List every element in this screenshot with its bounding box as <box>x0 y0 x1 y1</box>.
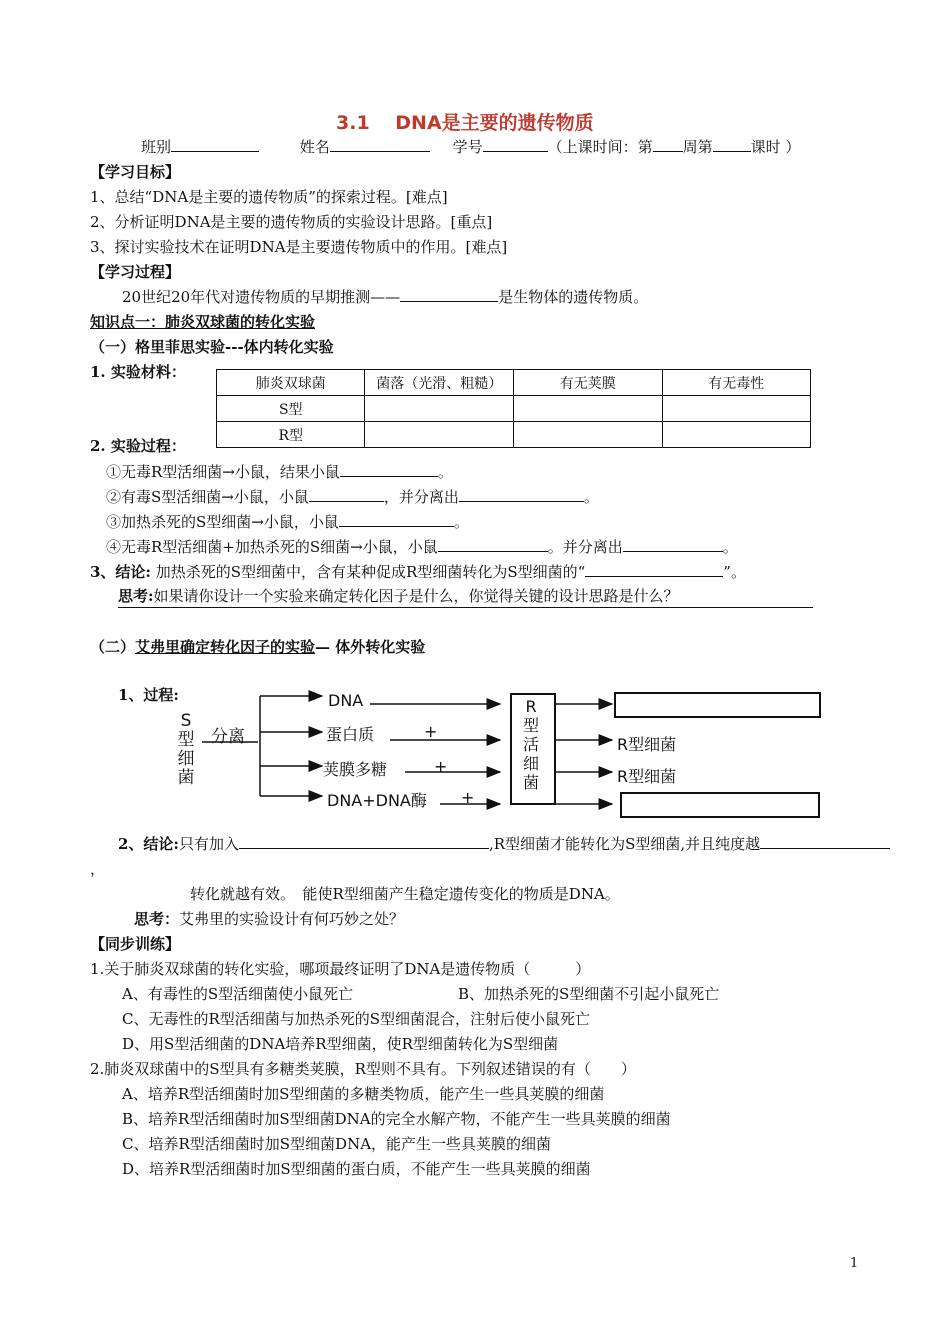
intro-suffix: 是生物体的遗传物质。 <box>498 288 649 306</box>
question-2: 2.肺炎双球菌中的S型具有多糖类荚膜，R型则不具有。下列叙述错误的有（ ） <box>90 1060 636 1078</box>
student-id-label: 学号 <box>452 138 483 156</box>
step-4-text: ④无毒R型活细菌+加热杀死的S细菌→小鼠，小鼠 <box>106 538 438 556</box>
r-cell-char: 菌 <box>522 773 539 792</box>
table-row-label: R型 <box>217 422 365 448</box>
plus-sign: + <box>461 788 475 807</box>
q1-option-d: D、用S型活细菌的DNA培养R型细菌，使R型细菌转化为S型细菌 <box>122 1035 559 1053</box>
step-3-text: ③加热杀死的S型细菌→小鼠，小鼠 <box>106 513 339 531</box>
think-label: 思考: <box>118 587 154 605</box>
sub2-underlined: 艾弗里确定转化因子的实验 <box>135 638 316 656</box>
s-cell-char: 型 <box>177 730 195 750</box>
goal-item-3: 3、探讨实验技术在证明DNA是主要遗传物质中的作用。[难点] <box>90 238 508 256</box>
q1-option-c: C、无毒性的R型活细菌与加热杀死的S型细菌混合，注射后使小鼠死亡 <box>122 1010 591 1028</box>
practice-header: 【同步训练】 <box>90 935 181 953</box>
r-cell-char: 活 <box>522 735 539 754</box>
step-2-mid: ，并分离出 <box>383 488 459 506</box>
result-polysaccharide: R型细菌 <box>617 767 677 786</box>
materials-label: 1. 实验材料： <box>90 363 186 381</box>
table-header-cell: 肺炎双球菌 <box>217 370 365 396</box>
table-header-cell: 菌落（光滑、粗糙） <box>365 370 514 396</box>
plus-sign: + <box>424 722 438 741</box>
name-label: 姓名 <box>299 138 330 156</box>
sub2-suffix: — 体外转化实验 <box>315 638 426 656</box>
step-4-mid: 。并分离出 <box>547 538 623 556</box>
conclusion-2-text3: 转化就越有效。 能使R型细菌产生稳定遗传变化的物质是DNA。 <box>190 885 620 903</box>
conclusion-label: 3、结论: <box>90 563 151 581</box>
step-4-end: 。 <box>722 538 738 556</box>
question-1: 1.关于肺炎双球菌的转化实验，哪项最终证明了DNA是遗传物质（ ） <box>90 960 591 978</box>
separate-label: 分离 <box>211 727 245 747</box>
step-2-text: ②有毒S型活细菌→小鼠，小鼠 <box>106 488 309 506</box>
goal-item-2: 2、分析证明DNA是主要的遗传物质的实验设计思路。[重点] <box>90 213 493 231</box>
kp1-sub1: （一）格里菲思实验---体内转化实验 <box>90 338 334 356</box>
result-box-dna-dnase[interactable] <box>620 792 820 818</box>
result-box-dna[interactable] <box>614 692 821 718</box>
r-cell-char: R <box>525 697 537 716</box>
think-2-label: 思考： <box>134 910 180 928</box>
page-title: 3.1 DNA是主要的遗传物质 <box>336 112 594 134</box>
conclusion-text: 加热杀死的S型细菌中，含有某种促成R型细菌转化为S型细菌的“ <box>155 563 586 581</box>
table-header-cell: 有无毒性 <box>662 370 811 396</box>
q2-option-a: A、培养R型活细菌时加S型细菌的多糖类物质，能产生一些具荚膜的细菌 <box>122 1085 605 1103</box>
branch-polysaccharide: 荚膜多糖 <box>323 760 388 779</box>
step-3-end: 。 <box>453 513 469 531</box>
r-cell-label <box>521 697 541 792</box>
q2-option-b: B、培养R型活细菌时加S型细菌DNA的完全水解产物，不能产生一些具荚膜的细菌 <box>122 1110 671 1128</box>
conclusion-end: ”。 <box>723 563 746 581</box>
result-protein: R型细菌 <box>617 735 677 754</box>
s-cell-char: S <box>180 711 192 731</box>
step-1-end: 。 <box>437 463 453 481</box>
class-label: 班别 <box>141 138 172 156</box>
step-2-end: 。 <box>583 488 599 506</box>
kp1-title: 知识点一：肺炎双球菌的转化实验 <box>90 313 316 331</box>
q2-option-c: C、培养R型活细菌时加S型细菌DNA，能产生一些具荚膜的细菌 <box>122 1135 552 1153</box>
conclusion-2-blank-1[interactable] <box>239 833 489 849</box>
think-text: 如果请你设计一个实验来确定转化因子是什么，你觉得关键的设计思路是什么？ <box>153 587 679 605</box>
conclusion-2-text1: 只有加入 <box>178 835 239 853</box>
s-cell-char: 菌 <box>177 768 195 788</box>
week-label: 周第 <box>682 138 713 156</box>
diagram-label: 1、过程: <box>118 686 179 704</box>
branch-dna-dnase: DNA+DNA酶 <box>327 791 427 810</box>
procedure-label: 2. 实验过程： <box>90 437 186 455</box>
page-number: 1 <box>850 1256 859 1271</box>
branch-protein: 蛋白质 <box>326 725 375 744</box>
goals-header: 【学习目标】 <box>90 163 181 181</box>
branch-dna: DNA <box>328 691 364 710</box>
q1-option-b: B、加热杀死的S型细菌不引起小鼠死亡 <box>458 985 720 1003</box>
conclusion-2-label: 2、结论: <box>118 835 179 853</box>
time-prefix: （上课时间：第 <box>547 138 653 156</box>
think-2-text: 艾弗里的实验设计有何巧妙之处？ <box>179 910 405 928</box>
q1-option-a: A、有毒性的S型活细菌使小鼠死亡 <box>122 985 354 1003</box>
conclusion-2-blank-2[interactable] <box>760 833 890 849</box>
plus-sign: + <box>434 757 448 776</box>
process-header: 【学习过程】 <box>90 263 181 281</box>
conclusion-2-text2: ,R型细菌才能转化为S型细菌,并且纯度越 <box>489 835 761 853</box>
goal-item-1: 1、总结“DNA是主要的遗传物质”的探索过程。[难点] <box>90 188 448 206</box>
s-cell-char: 细 <box>177 749 195 769</box>
conclusion-2-comma: ， <box>90 860 106 878</box>
conclusion-2 <box>118 833 890 854</box>
period-label: 课时 ） <box>750 138 801 156</box>
r-cell-char: 细 <box>522 754 539 773</box>
q2-option-d: D、培养R型活细菌时加S型细菌的蛋白质，不能产生一些具荚膜的细菌 <box>122 1160 591 1178</box>
table-header-cell: 有无荚膜 <box>514 370 662 396</box>
think-2 <box>134 908 404 929</box>
table-row-label: S型 <box>217 396 365 422</box>
sub2-prefix: （二） <box>90 638 136 656</box>
intro-prefix: 20世纪20年代对遗传物质的早期推测—— <box>122 288 401 306</box>
r-cell-char: 型 <box>522 716 539 735</box>
step-1-text: ①无毒R型活细菌→小鼠，结果小鼠 <box>106 463 340 481</box>
